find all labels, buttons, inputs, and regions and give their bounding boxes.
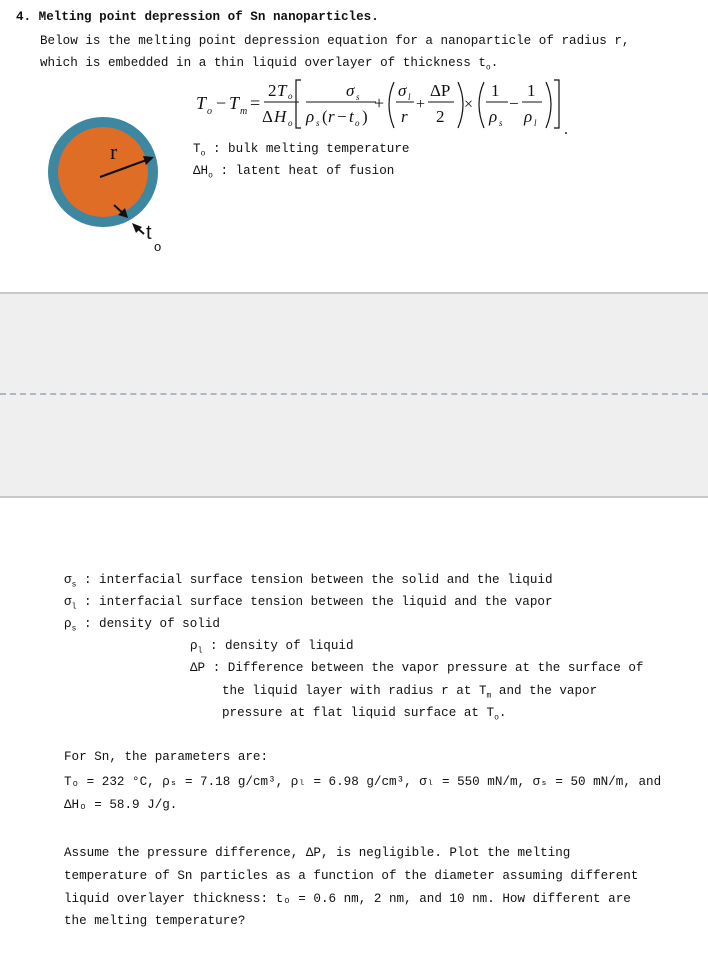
svg-text:.: . <box>564 121 568 136</box>
particle-core <box>58 127 148 217</box>
intro-line-2-text: which is embedded in a thin liquid overlayer of thickness t <box>40 56 486 70</box>
svg-text:l: l <box>534 118 537 128</box>
svg-text:ΔP: ΔP <box>430 81 451 100</box>
intro-line-2-sub: o <box>485 63 491 73</box>
thickness-label-t: t <box>146 222 152 244</box>
def-delta-p-sym: ΔP <box>190 661 206 675</box>
def-delta-p <box>190 660 643 676</box>
def-bulk-temp-sub: o <box>200 149 206 159</box>
def-rho-l-desc: : density of liquid <box>209 639 354 653</box>
svg-text:T: T <box>229 93 240 113</box>
def-delta-p-cont-2 <box>222 705 506 727</box>
svg-text:s: s <box>356 92 360 102</box>
melting-point-equation <box>196 74 586 136</box>
svg-text:l: l <box>408 92 411 102</box>
question-line-3: liquid overlayer thickness: tₒ = 0.6 nm, 2 nm, and 10 nm. How different are <box>64 892 631 906</box>
svg-text:r: r <box>328 107 335 126</box>
nanoparticle-figure <box>40 110 180 260</box>
def-sigma-l-desc: : interfacial surface tension between the liquid and the vapor <box>83 595 553 609</box>
svg-text:H: H <box>274 107 287 126</box>
svg-text:o: o <box>355 118 360 128</box>
def-bulk-temp <box>193 141 409 163</box>
def-rho-l-sub: l <box>197 646 203 656</box>
params-line-1: Tₒ = 232 °C, ρₛ = 7.18 g/cm³, ρₗ = 6.98 g/cm³, σₗ = 550 mN/m, σₛ = 50 mN/m, and <box>64 775 662 789</box>
def-sigma-l-sub: l <box>71 602 77 612</box>
svg-text:): ) <box>362 107 368 126</box>
def-delta-p-cont-1-sub: m <box>486 691 492 701</box>
def-rho-s-sub: s <box>71 624 77 634</box>
page-break-divider <box>0 393 708 395</box>
def-rho-l <box>190 638 354 660</box>
question-line-1: Assume the pressure difference, ΔP, is negligible. Plot the melting <box>64 846 571 860</box>
def-sigma-s-sub: s <box>71 580 77 590</box>
svg-text:o: o <box>207 106 212 117</box>
svg-text:T: T <box>277 81 287 100</box>
def-delta-p-desc: : Difference between the vapor pressure at the surface of <box>212 661 644 675</box>
def-sigma-s-desc: : interfacial surface tension between the solid and the liquid <box>83 573 553 587</box>
def-sigma-s-sym: σ <box>64 573 72 587</box>
svg-text:2: 2 <box>268 81 277 100</box>
def-bulk-temp-sym: T <box>193 142 201 156</box>
def-bulk-temp-desc: : bulk melting temperature <box>212 142 410 156</box>
question-line-4: the melting temperature? <box>64 914 246 928</box>
thickness-label <box>146 222 152 244</box>
def-delta-p-cont-2-sub: o <box>494 713 499 723</box>
page-gap-band <box>0 292 708 498</box>
svg-text:o: o <box>288 118 293 128</box>
def-latent-heat-desc: : latent heat of fusion <box>220 164 395 178</box>
intro-line-1: Below is the melting point depression equation for a nanoparticle of radius r, <box>40 34 630 48</box>
params-line-2: ΔHₒ = 58.9 J/g. <box>64 798 178 812</box>
svg-text:ρ: ρ <box>489 107 498 126</box>
intro-line-2-end: . <box>490 56 499 70</box>
def-delta-p-cont-2-text: pressure at flat liquid surface at T <box>222 706 495 720</box>
svg-text:2: 2 <box>436 107 445 126</box>
def-latent-heat-sym: ΔH <box>193 164 209 178</box>
svg-text:+: + <box>374 93 385 113</box>
def-sigma-l <box>64 594 553 616</box>
def-rho-s-sym: ρ <box>64 617 72 631</box>
svg-text:Δ: Δ <box>262 107 273 126</box>
svg-text:×: × <box>464 96 474 113</box>
def-rho-s-desc: : density of solid <box>83 617 220 631</box>
radius-label: r <box>110 139 118 164</box>
def-delta-p-cont-1 <box>222 683 597 705</box>
svg-text:(: ( <box>322 107 328 126</box>
svg-text:o: o <box>288 91 293 101</box>
question-line-2: temperature of Sn particles as a function of the diameter assuming different <box>64 869 639 883</box>
def-delta-p-cont-2-end: . <box>498 706 507 720</box>
svg-text:1: 1 <box>491 81 500 100</box>
def-rho-s <box>64 616 220 638</box>
def-sigma-s <box>64 572 553 594</box>
def-delta-p-cont-1-text: the liquid layer with radius r at T <box>222 684 487 698</box>
svg-text:m: m <box>240 106 248 117</box>
svg-text:s: s <box>499 118 503 128</box>
svg-text:T: T <box>196 93 207 113</box>
svg-text:−: − <box>216 93 227 113</box>
svg-text:ρ: ρ <box>306 107 315 126</box>
svg-text:−: − <box>337 107 347 126</box>
svg-text:−: − <box>509 94 519 113</box>
def-latent-heat <box>193 163 394 185</box>
svg-text:r: r <box>401 107 408 126</box>
thickness-label-sub: o <box>154 239 162 254</box>
svg-text:t: t <box>349 107 354 126</box>
svg-text:σ: σ <box>398 81 407 100</box>
svg-text:1: 1 <box>527 81 536 100</box>
svg-text:σ: σ <box>346 81 355 100</box>
params-intro: For Sn, the parameters are: <box>64 750 269 764</box>
svg-text:+: + <box>416 96 426 113</box>
def-delta-p-cont-1-end: and the vapor <box>491 684 598 698</box>
def-sigma-l-sym: σ <box>64 595 72 609</box>
svg-text:s: s <box>316 118 320 128</box>
def-latent-heat-sub: o <box>208 171 213 181</box>
svg-text:=: = <box>250 93 261 113</box>
problem-title: 4. Melting point depression of Sn nanoparticles. <box>16 10 379 24</box>
svg-text:ρ: ρ <box>524 107 533 126</box>
def-rho-l-sym: ρ <box>190 639 198 653</box>
